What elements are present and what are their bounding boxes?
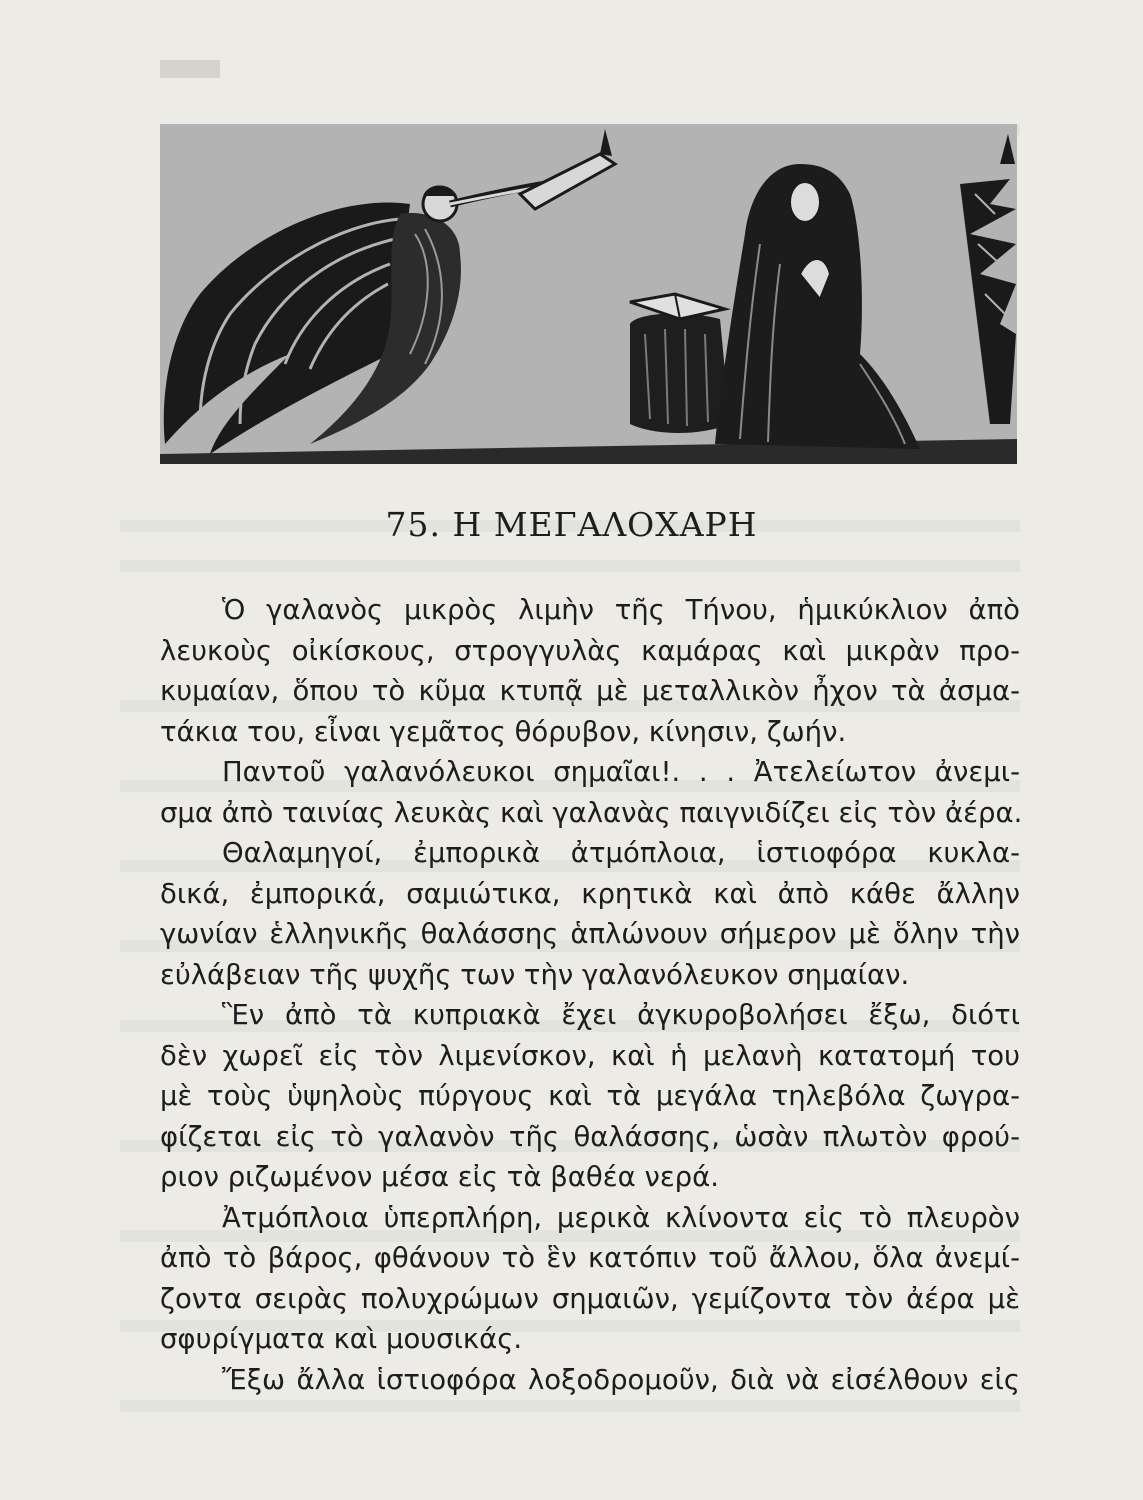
text-line: μὲ τοὺς ὑψηλοὺς πύργους καὶ τὰ μεγάλα τηλεβόλα ζωγρα-: [160, 1080, 1020, 1112]
text-line: κυμαίαν, ὅπου τὸ κῦμα κτυπᾷ μὲ μεταλλικὸν ἦχον τὰ ἀσμα-: [160, 675, 1020, 707]
text-line: φίζεται εἰς τὸ γαλανὸν τῆς θαλάσσης, ὡσὰν πλωτὸν φρού-: [160, 1120, 1020, 1153]
text-line: γωνίαν ἑλληνικῆς θαλάσσης ἁπλώνουν σήμερον μὲ ὅλην τὴν: [160, 918, 1020, 950]
text-line: εὐλάβειαν τῆς ψυχῆς των τὴν γαλανόλευκον σημαίαν.: [160, 958, 910, 991]
annunciation-engraving-icon: [160, 124, 1017, 464]
text-line: Ὁ γαλανὸς μικρὸς λιμὴν τῆς Τήνου, ἡμικύκλιον ἀπὸ: [222, 594, 1020, 626]
text-line: σφυρίγματα καὶ μουσικάς.: [160, 1323, 523, 1355]
text-line: σμα ἀπὸ ταινίας λευκὰς καὶ γαλανὰς παιγνιδίζει εἰς τὸν ἀέρα.: [160, 796, 1023, 829]
text-line: δικά, ἐμπορικά, σαμιώτικα, κρητικὰ καὶ ἀπὸ κάθε ἄλλην: [160, 877, 1020, 910]
text-line: Ἓν ἀπὸ τὰ κυπριακὰ ἔχει ἀγκυροβολήσει ἔξω, διότι: [222, 999, 1020, 1031]
chapter-title-text: Η ΜΕΓΑΛΟΧΑΡΗ: [452, 505, 758, 544]
text-line: Παντοῦ γαλανόλευκοι σημαῖαι!. . . Ἀτελείωτον ἀνεμι-: [222, 756, 1020, 788]
text-line: λευκοὺς οἰκίσκους, στρογγυλὰς καμάρας καὶ μικρὰν προ-: [160, 634, 1020, 667]
text-line: ζοντα σειρὰς πολυχρώμων σημαιῶν, γεμίζοντα τὸν ἀέρα μὲ: [160, 1282, 1020, 1315]
text-line: Θαλαμηγοί, ἐμπορικὰ ἀτμόπλοια, ἱστιοφόρα κυκλα-: [222, 837, 1020, 869]
text-line: Ἔξω ἄλλα ἱστιοφόρα λοξοδρομοῦν, διὰ νὰ εἰσέλθουν εἰς: [222, 1363, 1020, 1396]
text-line: τάκια του, εἶναι γεμᾶτος θόρυβον, κίνησιν, ζωήν.: [160, 715, 847, 748]
text-line: ριον ριζωμένον μέσα εἰς τὰ βαθέα νερά.: [160, 1161, 720, 1193]
text-line: ἀπὸ τὸ βάρος, φθάνουν τὸ ἓν κατόπιν τοῦ ἄλλου, ὅλα ἀνεμί-: [160, 1242, 1020, 1274]
text-line: δὲν χωρεῖ εἰς τὸν λιμενίσκον, καὶ ἡ μελανὴ κατατομή του: [160, 1039, 1020, 1072]
chapter-title: [0, 505, 1143, 544]
body-text: [160, 590, 1023, 1400]
chapter-number: 75.: [385, 505, 441, 544]
annunciation-illustration: [160, 124, 1017, 464]
text-line: Ἀτμόπλοια ὑπερπλήρη, μερικὰ κλίνοντα εἰς τὸ πλευρὸν: [222, 1201, 1020, 1234]
